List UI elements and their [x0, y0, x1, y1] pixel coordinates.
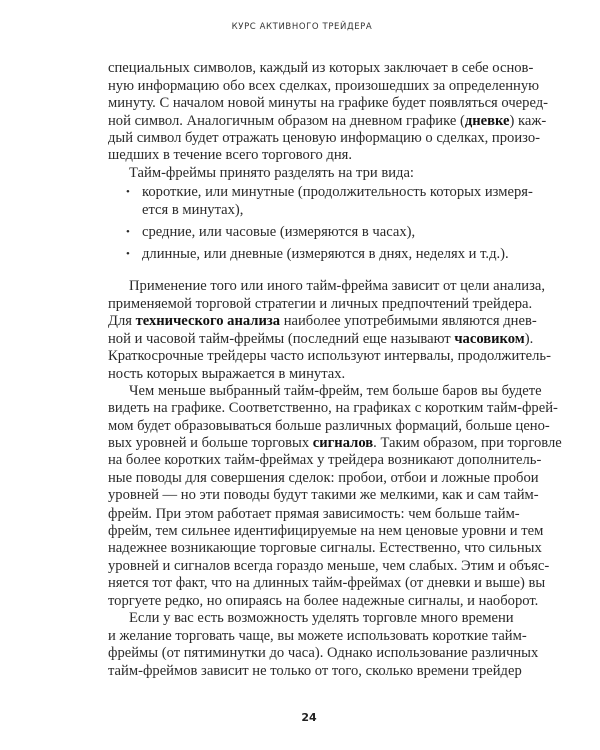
text-line: [108, 130, 540, 147]
bullet-icon: •: [126, 248, 130, 260]
text-run: тайм-фреймов зависит не только от того, сколько времени трейдер: [108, 663, 522, 679]
text-run: и желание торговать чаще, вы можете использовать короткие тайм-: [108, 628, 527, 644]
text-line: [108, 575, 546, 592]
text-line: [108, 558, 550, 575]
text-run: Чем меньше выбранный тайм-фрейм, тем больше баров вы будете: [129, 383, 542, 399]
text-run: минуту. С началом новой минуты на графике будет появляться очеред-: [108, 95, 549, 111]
text-run: фреймы (от пятиминутки до часа). Однако использование различных: [108, 645, 539, 661]
text-run: фрейм, тем сильнее идентифицируемые на нем ценовые уровни и тем: [108, 523, 544, 539]
text-line: [108, 645, 539, 662]
text-run: мом будет образовываться больше различных формаций, больше цено-: [108, 418, 550, 434]
bullet-list-line: [126, 246, 512, 263]
running-header: КУРС АКТИВНОГО ТРЕЙДЕРА: [231, 22, 373, 32]
text-line: [108, 78, 540, 95]
text-line: [129, 165, 512, 182]
text-line: [108, 113, 547, 130]
text-line: [108, 348, 551, 365]
text-line: [108, 95, 549, 112]
text-line: [108, 418, 550, 435]
text-line: [108, 296, 533, 313]
bullet-list-line: [142, 202, 512, 219]
text-run: . Таким образом, при торговле: [373, 435, 562, 451]
text-run: длинные, или дневные (измеряются в днях, неделях и т.д.).: [142, 246, 509, 262]
text-line: [108, 452, 542, 469]
bullet-icon: •: [126, 226, 130, 238]
text-line: [108, 523, 544, 540]
text-line: [108, 540, 542, 557]
text-line: [108, 487, 539, 504]
text-line: [108, 366, 512, 383]
text-run: фрейм. При этом работает прямая зависимость: чем больше тайм-: [108, 506, 520, 522]
text-run: видеть на графике. Соответственно, на графиках с коротким тайм-фрей-: [108, 400, 558, 416]
text-line: [108, 663, 522, 680]
text-run: применяемой торговой стратегии и личных предпочтений трейдера.: [108, 296, 533, 312]
bold-term: сигналов: [312, 435, 374, 451]
text-run: ную информацию обо всех сделках, произошедших за определенную: [108, 78, 540, 94]
text-line: [129, 278, 546, 295]
text-run: Применение того или иного тайм-фрейма зависит от цели анализа,: [129, 278, 546, 294]
text-run: средние, или часовые (измеряются в часах),: [142, 224, 416, 240]
text-run: ной символ. Аналогичным образом на дневном графике (: [108, 113, 465, 129]
text-line: [108, 313, 537, 330]
text-run: Для: [108, 313, 136, 329]
text-run: няется тот факт, что на длинных тайм-фреймах (от дневки и выше) вы: [108, 575, 546, 591]
text-line: [108, 593, 539, 610]
text-line: [108, 60, 534, 77]
text-run: Тайм-фреймы принято разделять на три вида:: [129, 165, 414, 181]
text-line: [129, 383, 542, 400]
text-run: на более коротких тайм-фреймах у трейдера возникают дополнитель-: [108, 452, 542, 468]
bold-term: дневке: [464, 113, 510, 129]
text-line: [108, 506, 520, 523]
text-line: [129, 610, 512, 627]
text-line: [108, 470, 539, 487]
text-run: ной и часовой тайм-фреймы (последний еще называют: [108, 331, 455, 347]
text-run: короткие, или минутные (продолжительность которых измеря-: [142, 184, 533, 200]
text-run: Если у вас есть возможность уделять торговле много времени: [129, 610, 514, 626]
text-run: ные поводы для совершения сделок: пробои, отбои и ложные пробои: [108, 470, 539, 486]
text-run: ) каж-: [509, 113, 547, 129]
text-run: торгуете редко, но опираясь на более надежные сигналы, и наоборот.: [108, 593, 539, 609]
text-line: [108, 147, 512, 164]
text-line: [108, 628, 527, 645]
text-run: наиболее употребимыми являются днев-: [280, 313, 537, 329]
text-run: Краткосрочные трейдеры часто используют интервалы, продолжитель-: [108, 348, 551, 364]
text-run: надежнее возникающие торговые сигналы. Естественно, что сильных: [108, 540, 542, 556]
bold-term: часовиком: [454, 331, 525, 347]
text-run: уровней — но эти поводы будут такими же мелкими, как и сам тайм-: [108, 487, 539, 503]
bullet-list-line: [126, 184, 533, 201]
bold-term: технического анализа: [135, 313, 281, 329]
text-run: уровней и сигналов всегда гораздо меньше, чем слабых. Этим и объяс-: [108, 558, 550, 574]
page-number: 24: [301, 711, 317, 724]
bullet-icon: •: [126, 186, 130, 198]
text-line: [108, 435, 562, 452]
text-run: ность которых выражается в минутах.: [108, 366, 346, 382]
text-run: ется в минутах),: [142, 202, 244, 218]
text-run: ).: [524, 331, 534, 347]
text-line: [108, 400, 558, 417]
bullet-list-line: [126, 224, 512, 241]
text-line: [108, 331, 534, 348]
text-run: шедших в течение всего торгового дня.: [108, 147, 352, 163]
text-run: вых уровней и больше торговых: [108, 435, 313, 451]
text-run: дый символ будет отражать ценовую информацию о сделках, произо-: [108, 130, 540, 146]
text-run: специальных символов, каждый из которых заключает в себе основ-: [108, 60, 534, 76]
